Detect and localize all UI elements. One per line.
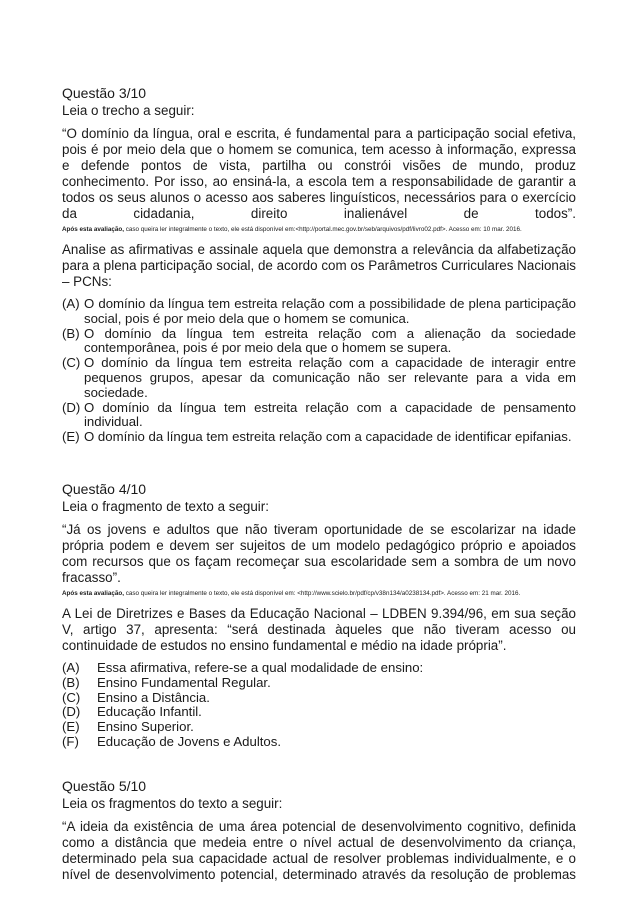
option-e[interactable]: (E) Ensino Superior.: [62, 719, 194, 735]
option-e[interactable]: (E) O domínio da língua tem estreita relação com a capacidade de identificar epifanias.: [62, 429, 572, 445]
exam-page: [62, 85, 576, 883]
option-f[interactable]: (F) Educação de Jovens e Adultos.: [62, 733, 282, 749]
quoted-passage: “Já os jovens e adultos que não tiveram oportunidade de se escolarizar na idade própria podem e devem ser sujeitos de um modelo pedagógico próprio e apoiados com recursos que os façam recomeçar sua escolaridade sem a sombra de um novo fracasso”.: [62, 521, 576, 585]
source-lead: Após esta avaliação,: [62, 226, 124, 233]
source-note: [62, 225, 576, 234]
option-a[interactable]: (A) Essa afirmativa, refere-se a qual modalidade de ensino:: [62, 659, 424, 675]
quoted-passage: “O domínio da língua, oral e escrita, é fundamental para a participação social efetiva, pois é por meio dela que o homem se comunica, tem acesso à informação, expressa e defende pontos de vista, partilha ou constrói visões de mundo, produz conhecimento. Por isso, ao ensiná-la, a escola tem a responsabilidade de garantir a todos os seus alunos o acesso aos saberes linguísticos, necessários para o exercício da cidadania, direito inalienável de todos”.: [62, 126, 576, 221]
question-prompt: A Lei de Diretrizes e Bases da Educação Nacional – LDBEN 9.394/96, em sua seção V, artigo 37, apresenta: “será destinada àqueles que não tiveram acesso ou continuidade de estudos no ensino fundamental e médio na idade própria”.: [62, 605, 576, 653]
options-list: [62, 297, 576, 445]
options-list: [62, 661, 576, 750]
option-a[interactable]: (A) O domínio da língua tem estreita relação com a possibilidade de plena participação social, pois é por meio dela que o homem se comunica.: [62, 296, 576, 326]
question-title: Questão 3/10: [62, 85, 147, 101]
question-4: [62, 481, 576, 750]
source-lead: Após esta avaliação,: [62, 589, 124, 597]
source-citation: caso queira ler integralmente o texto, ele está disponível em: <http://www.scielo.br/pdf/cp/v38n134/a0238134.pdf>. Acesso em: 21 mar. 2016.: [123, 589, 521, 597]
source-citation: caso queira ler integralmente o texto, ele está disponível em:<http://portal.mec.gov.br/seb/arquivos/pdf/livro02.pdf>. Acesso em: 10 mar. 2016.: [123, 226, 522, 233]
question-instruction: Leia o fragmento de texto a seguir:: [62, 498, 269, 514]
question-5: [62, 778, 576, 883]
question-instruction: Leia o trecho a seguir:: [62, 103, 195, 118]
question-3: [62, 85, 576, 445]
question-title: Questão 5/10: [62, 777, 147, 794]
option-d[interactable]: (D) O domínio da língua tem estreita relação com a capacidade de pensamento individual.: [62, 399, 576, 430]
option-c[interactable]: (C) Ensino a Distância.: [62, 689, 210, 705]
option-d[interactable]: (D) Educação Infantil.: [62, 704, 202, 720]
source-note: [62, 589, 576, 598]
spacer: [62, 750, 576, 778]
option-b[interactable]: (B) Ensino Fundamental Regular.: [62, 674, 271, 690]
option-c[interactable]: (C) O domínio da língua tem estreita relação com a capacidade de interagir entre pequenos grupos, apesar da comunicação não ser relevante para a vida em sociedade.: [62, 355, 576, 400]
option-b[interactable]: (B) O domínio da língua tem estreita relação com a alienação da sociedade contemporânea, pois é por meio dela que o homem se supera.: [62, 325, 576, 356]
spacer: [62, 445, 576, 481]
question-instruction: Leia os fragmentos do texto a seguir:: [62, 795, 283, 811]
question-title: Questão 4/10: [62, 480, 147, 497]
question-prompt: Analise as afirmativas e assinale aquela que demonstra a relevância da alfabetização para a plena participação social, de acordo com os Parâmetros Curriculares Nacionais – PCNs:: [62, 242, 576, 289]
quoted-passage: “A ideia da existência de uma área potencial de desenvolvimento cognitivo, definida como a distância que medeia entre o nível actual de desenvolvimento da criança, determinado pela sua capacidade actual de resolver problemas individualmente, e o nível de desenvolvimento potencial, determinado através da resolução de problemas: [62, 818, 576, 882]
